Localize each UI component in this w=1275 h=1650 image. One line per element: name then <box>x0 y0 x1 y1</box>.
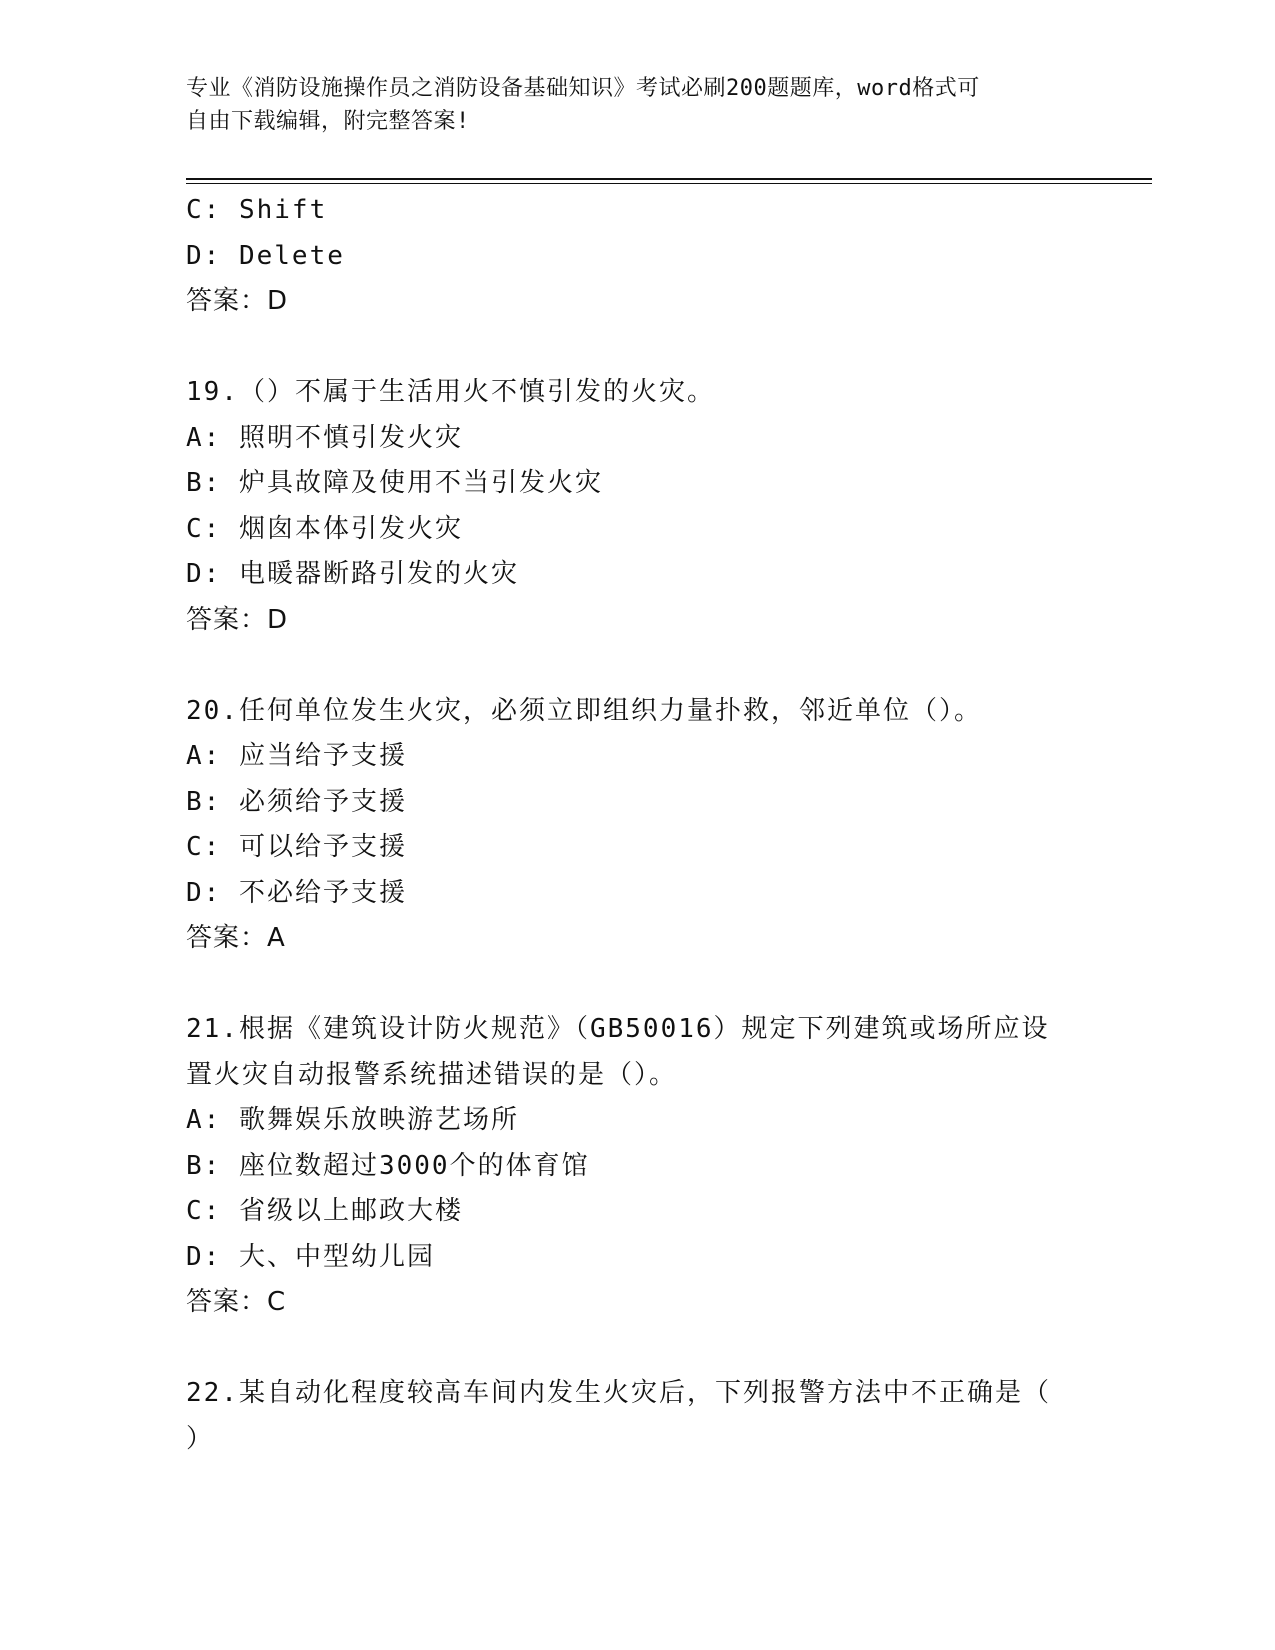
question-stem: 22.某自动化程度较高车间内发生火灾后，下列报警方法中不正确是（ <box>186 1378 1051 1408</box>
answer: 答案：A <box>186 923 286 953</box>
question-stem-continued: 置火灾自动报警系统描述错误的是（）。 <box>186 1059 678 1090</box>
option-c: C: Shift <box>186 195 328 225</box>
question-stem-continued: ） <box>186 1423 215 1454</box>
option-b: B: 炉具故障及使用不当引发火灾 <box>186 468 603 498</box>
question-stem: 19.（）不属于生活用火不慎引发的火灾。 <box>186 377 715 407</box>
option-c: C: 省级以上邮政大楼 <box>186 1196 463 1226</box>
question-list <box>186 188 1086 1462</box>
option-d: D: Delete <box>186 240 345 271</box>
question-stem: 20.任何单位发生火灾，必须立即组织力量扑救，邻近单位（）。 <box>186 695 982 726</box>
option-d: D: 不必给予支援 <box>186 877 407 908</box>
option-a: A: 照明不慎引发火灾 <box>186 422 463 453</box>
option-c: C: 可以给予支援 <box>186 832 407 862</box>
header-line-2: 自由下载编辑，附完整答案! <box>186 109 470 134</box>
option-d: D: 电暖器断路引发的火灾 <box>186 559 519 589</box>
option-b: B: 座位数超过3000个的体育馆 <box>186 1150 590 1181</box>
question-stem: 21.根据《建筑设计防火规范》（GB50016）规定下列建筑或场所应设 <box>186 1014 1050 1044</box>
option-d: D: 大、中型幼儿园 <box>186 1241 435 1272</box>
option-c: C: 烟囱本体引发火灾 <box>186 513 463 544</box>
option-a: A: 歌舞娱乐放映游艺场所 <box>186 1105 519 1135</box>
option-a: A: 应当给予支援 <box>186 741 407 771</box>
header-rule-thick <box>186 178 1152 180</box>
document-header <box>186 72 1086 138</box>
answer: 答案：D <box>186 604 289 635</box>
answer: 答案：D <box>186 286 289 316</box>
option-b: B: 必须给予支援 <box>186 786 407 817</box>
header-rule-thin <box>186 183 1152 184</box>
answer: 答案：C <box>186 1287 287 1317</box>
header-line-1: 专业《消防设施操作员之消防设备基础知识》考试必刷200题题库，word格式可 <box>186 76 980 101</box>
